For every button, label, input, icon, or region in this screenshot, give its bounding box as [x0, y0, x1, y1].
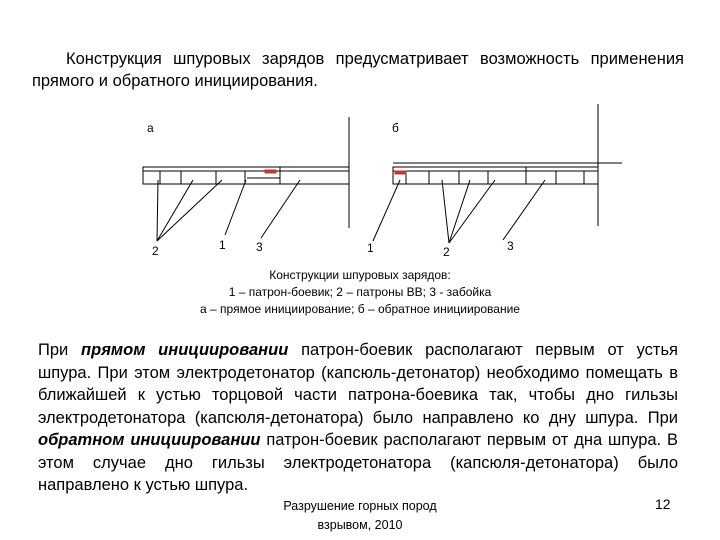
detonator-b: [395, 171, 406, 174]
term-direct-initiation: прямом инициировании: [81, 341, 289, 359]
term-reverse-initiation: обратном инициировании: [38, 431, 261, 449]
label-a: а: [147, 121, 154, 135]
intro-text: Конструкция шпуровых зарядов предусматривает возможность применения прямого и обратного инициирования.: [32, 50, 684, 90]
caption-line-3: а – прямое инициирование; б – обратное инициирование: [200, 302, 520, 316]
left-num-1: 1: [219, 238, 226, 252]
page-number: 12: [655, 496, 671, 512]
figure-caption: [120, 267, 600, 318]
footer-line-1: Разрушение горных пород: [283, 499, 437, 513]
caption-line-2: 1 – патрон-боевик; 2 – патроны ВВ; 3 - забойка: [228, 285, 492, 299]
right-num-2: 2: [443, 245, 450, 259]
borehole-b: [393, 167, 598, 184]
caption-line-1: Конструкции шпуровых зарядов:: [269, 268, 451, 282]
body-text-2: патрон-боевик располагают первым от устья шпура. При этом электродетонатор (капсюль-детонатор) необходимо помещать в ближайшей к устью торцовой части патрона-боевика так, чтобы дно гильзы электродетонатора (капсюля-детонатора) было направлено ко дну шпура. При: [38, 341, 678, 427]
body-text-1: При: [38, 341, 82, 359]
right-num-1: 1: [367, 241, 374, 255]
detonator-a: [265, 170, 276, 173]
right-num-3: 3: [507, 239, 514, 253]
borehole-a: [143, 167, 349, 184]
label-b: б: [392, 121, 399, 135]
footer: [260, 497, 460, 535]
body-paragraph: [38, 339, 678, 497]
footer-line-2: взрывом, 2010: [317, 518, 403, 532]
left-num-2: 2: [152, 244, 159, 258]
left-num-3: 3: [256, 240, 263, 254]
body-text-3: патрон-боевик располагают первым от дна шпура. В этом случае дно гильзы электродетонатора (капсюля-детонатора) было направлено к устью шпура.: [38, 431, 678, 494]
